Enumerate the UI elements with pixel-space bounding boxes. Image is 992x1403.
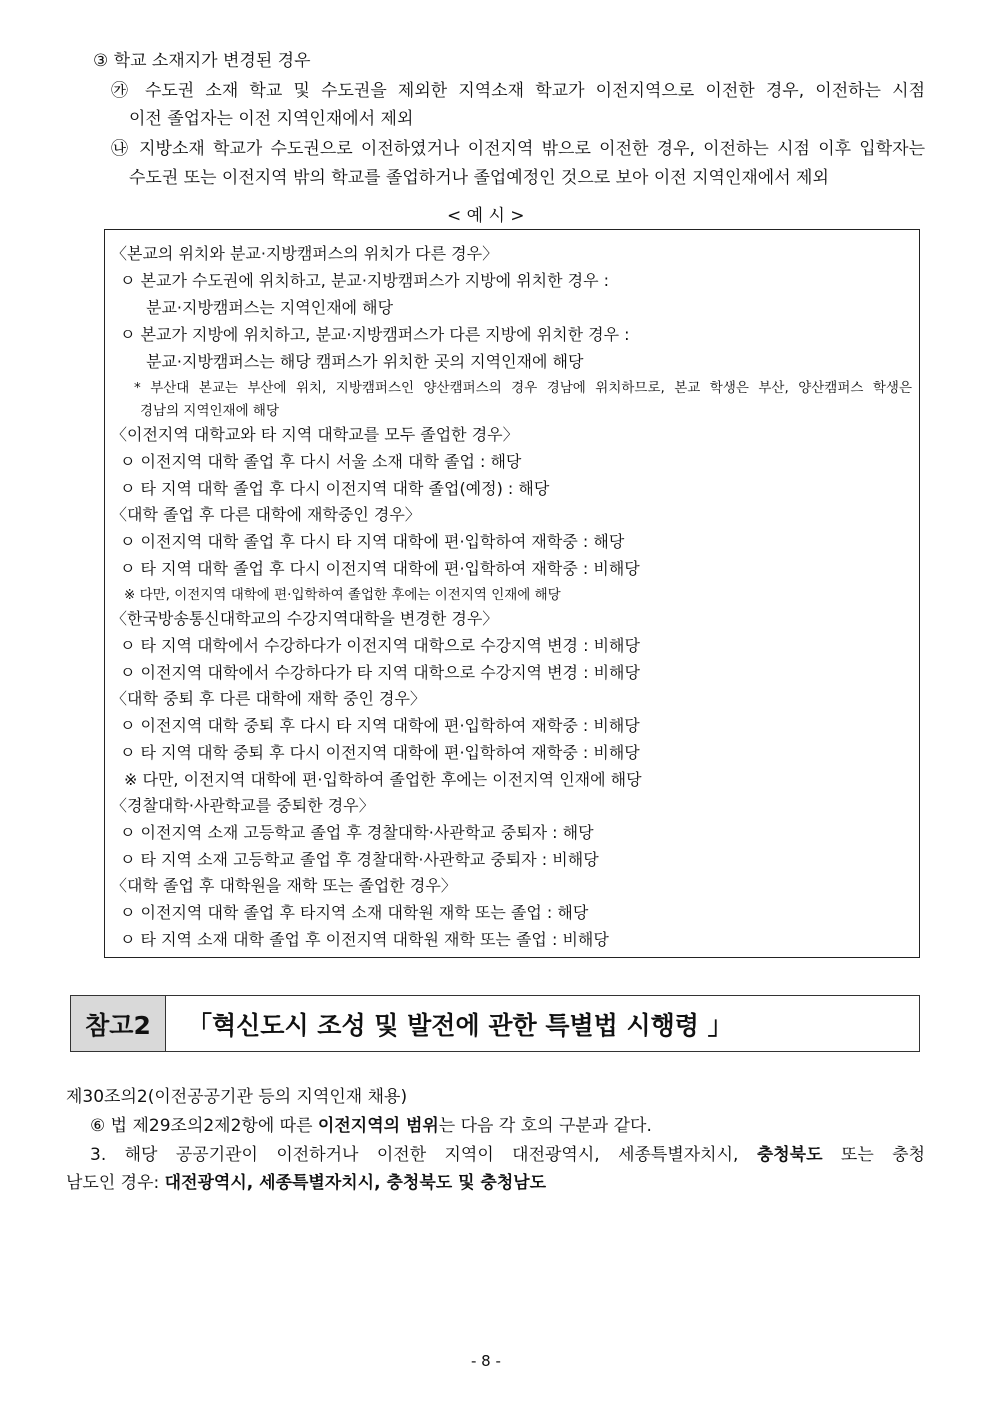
example-item: ㅇ 타 지역 대학 졸업 후 다시 이전지역 대학 졸업(예정) : 해당 bbox=[120, 479, 550, 498]
example-item: ㅇ 본교가 수도권에 위치하고, 분교·지방캠퍼스가 지방에 위치한 경우 : bbox=[120, 271, 610, 290]
section3-item-ga-line1: ㉮ 수도권 소재 학교 및 수도권을 제외한 지역소재 학교가 이전지역으로 이전한 경우, 이전하는 시점 bbox=[111, 81, 925, 101]
reference-label: 참고2 bbox=[71, 996, 166, 1051]
example-item: ㅇ 본교가 지방에 위치하고, 분교·지방캠퍼스가 다른 지방에 위치한 경우 : bbox=[120, 325, 630, 344]
article-item3-text: 3. 해당 공공기관이 이전하거나 이전한 지역이 대전광역시, 세종특별자치시, bbox=[90, 1145, 757, 1165]
section3-item-ga-line2: 이전 졸업자는 이전 지역인재에서 제외 bbox=[129, 109, 414, 129]
example-category: 〈대학 졸업 후 다른 대학에 재학중인 경우〉 bbox=[111, 505, 421, 524]
article-paragraph-6 bbox=[90, 1111, 652, 1136]
example-category: 〈한국방송통신대학교의 수강지역대학을 변경한 경우〉 bbox=[111, 609, 499, 628]
section3-heading: ③ 학교 소재지가 변경된 경우 bbox=[93, 51, 311, 71]
example-note-cont: 경남의 지역인재에 해당 bbox=[140, 403, 279, 419]
section3-item-na-line1: ㉯ 지방소재 학교가 수도권으로 이전하였거나 이전지역 밖으로 이전한 경우, 이전하는 시점 이후 입학자는 bbox=[111, 139, 925, 159]
page-number: - 8 - bbox=[471, 1352, 501, 1370]
article-item3-emphasis: 대전광역시, 세종특별자치시, 충청북도 및 충청남도 bbox=[164, 1173, 547, 1193]
example-item-cont: 분교·지방캠퍼스는 지역인재에 해당 bbox=[146, 298, 394, 317]
example-item: ㅇ 이전지역 대학 졸업 후 다시 서울 소재 대학 졸업 : 해당 bbox=[120, 452, 522, 471]
example-item: ㅇ 타 지역 대학에서 수강하다가 이전지역 대학으로 수강지역 변경 : 비해당 bbox=[120, 636, 640, 655]
example-item-cont: 분교·지방캠퍼스는 해당 캠퍼스가 위치한 곳의 지역인재에 해당 bbox=[146, 352, 584, 371]
example-item: ㅇ 이전지역 대학에서 수강하다가 타 지역 대학으로 수강지역 변경 : 비해당 bbox=[120, 663, 640, 682]
example-note: ※ 다만, 이전지역 대학에 편·입학하여 졸업한 후에는 이전지역 인재에 해당 bbox=[124, 587, 561, 603]
example-item: ㅇ 타 지역 대학 졸업 후 다시 이전지역 대학에 편·입학하여 재학중 : 비해당 bbox=[120, 559, 640, 578]
example-category: 〈대학 중퇴 후 다른 대학에 재학 중인 경우〉 bbox=[111, 689, 426, 708]
article-item-3-line2 bbox=[66, 1168, 546, 1193]
example-note: ※ 다만, 이전지역 대학에 편·입학하여 졸업한 후에는 이전지역 인재에 해당 bbox=[124, 770, 642, 789]
example-item: ㅇ 타 지역 소재 고등학교 졸업 후 경찰대학·사관학교 중퇴자 : 비해당 bbox=[120, 850, 599, 869]
example-category: 〈대학 졸업 후 대학원을 재학 또는 졸업한 경우〉 bbox=[111, 876, 457, 895]
article-item-3-line1 bbox=[90, 1140, 925, 1165]
example-category: 〈이전지역 대학교와 타 지역 대학교를 모두 졸업한 경우〉 bbox=[111, 425, 519, 444]
example-note: * 부산대 본교는 부산에 위치, 지방캠퍼스인 양산캠퍼스의 경우 경남에 위치하므로, 본교 학생은 부산, 양산캠퍼스 학생은 bbox=[134, 380, 912, 396]
example-item: ㅇ 타 지역 소재 대학 졸업 후 이전지역 대학원 재학 또는 졸업 : 비해당 bbox=[120, 930, 609, 949]
article-p6-emphasis: 이전지역의 범위 bbox=[317, 1116, 439, 1136]
reference-header bbox=[70, 995, 920, 1052]
article-p6-text: 는 다음 각 호의 구분과 같다. bbox=[438, 1116, 652, 1136]
section3-item-na-line2: 수도권 또는 이전지역 밖의 학교를 졸업하거나 졸업예정인 것으로 보아 이전 지역인재에서 제외 bbox=[129, 168, 829, 188]
reference-title: 「혁신도시 조성 및 발전에 관한 특별법 시행령 」 bbox=[187, 1010, 733, 1040]
article-item3-text: 또는 충청 bbox=[822, 1145, 926, 1165]
article-item3-emphasis: 충청북도 bbox=[756, 1145, 823, 1165]
example-item: ㅇ 이전지역 대학 졸업 후 타지역 소재 대학원 재학 또는 졸업 : 해당 bbox=[120, 903, 589, 922]
example-item: ㅇ 이전지역 대학 중퇴 후 다시 타 지역 대학에 편·입학하여 재학중 : 비해당 bbox=[120, 716, 640, 735]
example-item: ㅇ 이전지역 소재 고등학교 졸업 후 경찰대학·사관학교 중퇴자 : 해당 bbox=[120, 823, 594, 842]
example-category: 〈경찰대학·사관학교를 중퇴한 경우〉 bbox=[111, 796, 375, 815]
article-p6-text: ⑥ 법 제29조의2제2항에 따른 bbox=[90, 1116, 318, 1136]
article-item3-text: 남도인 경우: bbox=[66, 1173, 165, 1193]
example-category: 〈본교의 위치와 분교·지방캠퍼스의 위치가 다른 경우〉 bbox=[111, 244, 499, 263]
example-title: < 예 시 > bbox=[447, 206, 525, 226]
article-heading: 제30조의2(이전공공기관 등의 지역인재 채용) bbox=[66, 1087, 408, 1107]
example-item: ㅇ 이전지역 대학 졸업 후 다시 타 지역 대학에 편·입학하여 재학중 : 해당 bbox=[120, 532, 625, 551]
example-item: ㅇ 타 지역 대학 중퇴 후 다시 이전지역 대학에 편·입학하여 재학중 : 비해당 bbox=[120, 743, 640, 762]
